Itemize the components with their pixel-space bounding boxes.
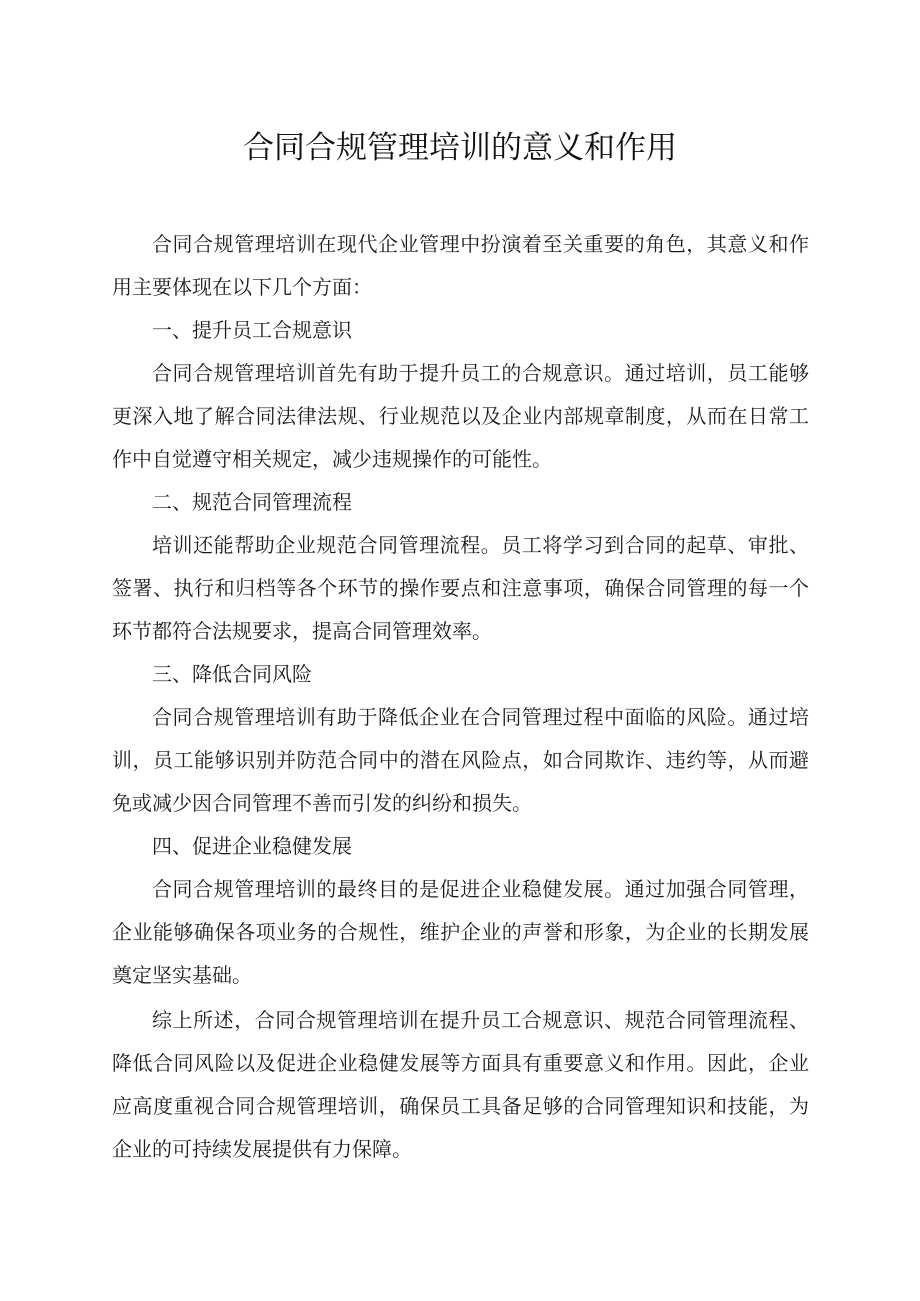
section-heading: 二、规范合同管理流程 [152, 490, 352, 514]
section-paragraph: 合同合规管理培训的最终目的是促进企业稳健发展。通过加强合同管理，企业能够确保各项业务的合规性，维护企业的声誉和形象，为企业的长期发展奠定坚实基础。 [112, 877, 809, 987]
section-heading: 一、提升员工合规意识 [152, 318, 352, 342]
document-title: 合同合规管理培训的意义和作用 [243, 130, 677, 166]
section-paragraph: 培训还能帮助企业规范合同管理流程。员工将学习到合同的起草、审批、签署、执行和归档等各个环节的操作要点和注意事项，确保合同管理的每一个环节都符合法规要求，提高合同管理效率。 [112, 533, 809, 643]
intro-paragraph: 合同合规管理培训在现代企业管理中扮演着至关重要的角色，其意义和作用主要体现在以下几个方面： [112, 232, 809, 299]
section-paragraph: 合同合规管理培训首先有助于提升员工的合规意识。通过培训，员工能够更深入地了解合同法律法规、行业规范以及企业内部规章制度，从而在日常工作中自觉遵守相关规定，减少违规操作的可能性。 [112, 361, 809, 471]
section-heading: 四、促进企业稳健发展 [152, 834, 352, 858]
section-paragraph: 合同合规管理培训有助于降低企业在合同管理过程中面临的风险。通过培训，员工能够识别并防范合同中的潜在风险点，如合同欺诈、违约等，从而避免或减少因合同管理不善而引发的纠纷和损失。 [112, 705, 809, 815]
conclusion-paragraph: 综上所述，合同合规管理培训在提升员工合规意识、规范合同管理流程、降低合同风险以及促进企业稳健发展等方面具有重要意义和作用。因此，企业应高度重视合同合规管理培训，确保员工具备足够的合同管理知识和技能，为企业的可持续发展提供有力保障。 [112, 1008, 809, 1161]
section-heading: 三、降低合同风险 [152, 662, 312, 686]
document-body [112, 223, 809, 1171]
